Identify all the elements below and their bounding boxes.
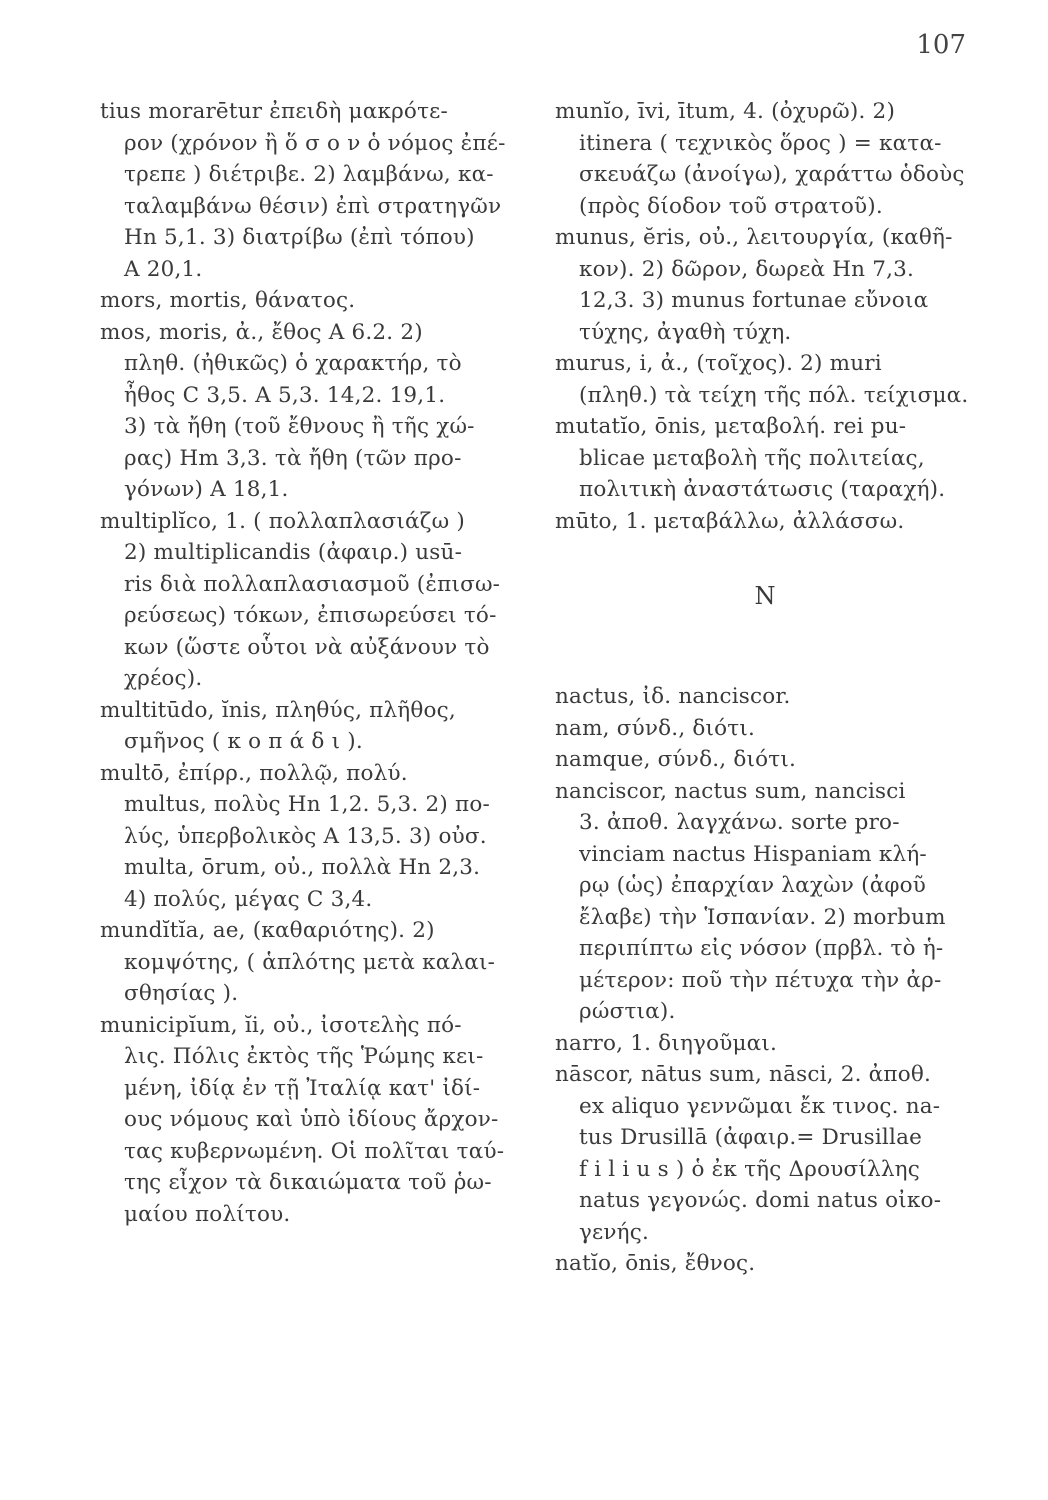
- dictionary-line: τρεπε ) διέτριβε. 2) λαμβάνω, κα-: [124, 162, 494, 187]
- dictionary-line: ρον (χρόνον ἢ ὅ σ ο ν ὁ νόμος ἐπέ-: [124, 130, 506, 156]
- dictionary-line: 3. ἀποθ. λαγχάνω. sorte pro-: [579, 810, 900, 835]
- dictionary-line: ρῳ (ὡς) ἐπαρχίαν λαχὼν (ἀφοῦ: [579, 873, 927, 898]
- dictionary-line: nam, σύνδ., διότι.: [555, 715, 756, 741]
- dictionary-line: κον). 2) δῶρον, δωρεὰ Hn 7,3.: [579, 256, 915, 282]
- dictionary-line: πληθ. (ἠθικῶς) ὁ χαρακτήρ, τὸ: [124, 351, 462, 376]
- dictionary-line: munĭo, īvi, ītum, 4. (ὀχυρῶ). 2): [555, 99, 896, 124]
- dictionary-line: (πρὸς δίοδον τοῦ στρατοῦ).: [579, 193, 883, 219]
- dictionary-line: mundĭtĭa, ae, (καθαριότης). 2): [100, 918, 435, 943]
- dictionary-line: ταλαμβάνω θέσιν) ἐπὶ στρατηγῶν: [124, 193, 502, 219]
- dictionary-line: multus, πολὺς Hn 1,2. 5,3. 2) πο-: [124, 792, 490, 817]
- dictionary-line: 3) τὰ ἤθη (τοῦ ἔθνους ἢ τῆς χώ-: [124, 414, 475, 439]
- dictionary-line: χρέος).: [124, 666, 203, 691]
- dictionary-line: murus, i, ἀ., (τοῖχος). 2) muri: [555, 351, 882, 376]
- dictionary-line: γόνων) A 18,1.: [124, 477, 289, 502]
- dictionary-line: τύχης, ἀγαθὴ τύχη.: [579, 319, 792, 345]
- dictionary-line: blicae μεταβολὴ τῆς πολιτείας,: [579, 445, 925, 471]
- dictionary-line: ρεύσεως) τόκων, ἐπισωρεύσει τό-: [124, 603, 497, 628]
- dictionary-line: ἔλαβε) τὴν Ἱσπανίαν. 2) morbum: [579, 904, 946, 930]
- dictionary-line: τας κυβερνωμένη. Οἱ πολῖται ταύ-: [124, 1138, 505, 1164]
- dictionary-line: μαίου πολίτου.: [124, 1201, 291, 1227]
- dictionary-line: ex aliquo γεννῶμαι ἔκ τινος. na-: [579, 1093, 941, 1119]
- dictionary-line: mors, mortis, θάνατος.: [100, 288, 356, 313]
- section-letter-heading: N: [754, 582, 776, 610]
- dictionary-line: tius morarētur ἐπειδὴ μακρότε-: [100, 99, 448, 124]
- dictionary-line: (πληθ.) τὰ τείχη τῆς πόλ. τείχισμα.: [579, 382, 969, 408]
- dictionary-line: κομψότης, ( ἁπλότης μετὰ καλαι-: [124, 949, 496, 975]
- dictionary-line: Hn 5,1. 3) διατρίβω (ἐπὶ τόπου): [124, 225, 475, 250]
- dictionary-line: narro, 1. διηγοῦμαι.: [555, 1030, 778, 1056]
- dictionary-line: ρώστια).: [579, 999, 676, 1024]
- dictionary-line: 2) multiplicandis (ἀφαιρ.) usū-: [124, 540, 463, 565]
- dictionary-line: multa, ōrum, οὐ., πολλὰ Hn 2,3.: [124, 855, 481, 880]
- page-number: 107: [916, 30, 966, 60]
- dictionary-line: ἦθος C 3,5. A 5,3. 14,2. 19,1.: [124, 382, 446, 408]
- dictionary-line: itinera ( τεχνικὸς ὅρος ) = κατα-: [579, 130, 942, 156]
- dictionary-line: munus, ĕris, οὐ., λειτουργία, (καθῆ-: [555, 225, 953, 250]
- right-column: [555, 96, 975, 1280]
- dictionary-line: mūto, 1. μεταβάλλω, ἀλλάσσω.: [555, 508, 905, 534]
- dictionary-line: λις. Πόλις ἐκτὸς τῆς Ῥώμης κει-: [124, 1044, 484, 1069]
- dictionary-line: σκευάζω (ἀνοίγω), χαράττω ὁδοὺς: [579, 162, 965, 187]
- dictionary-line: multō, ἐπίρρ., πολλῷ, πολύ.: [100, 760, 408, 786]
- dictionary-line: vinciam nactus Hispaniam κλή-: [579, 841, 927, 867]
- dictionary-line: nāscor, nātus sum, nāsci, 2. ἀποθ.: [555, 1062, 932, 1087]
- dictionary-line: μέτερον: ποῦ τὴν πέτυχα τὴν ἀρ-: [579, 967, 942, 993]
- dictionary-line: 12,3. 3) munus fortunae εὔνοια: [579, 288, 929, 313]
- dictionary-line: 4) πολύς, μέγας C 3,4.: [124, 886, 373, 912]
- dictionary-line: nactus, ἰδ. nanciscor.: [555, 684, 791, 709]
- dictionary-line: namque, σύνδ., διότι.: [555, 747, 796, 772]
- dictionary-line: γενής.: [579, 1219, 650, 1245]
- dictionary-line: mutatĭo, ōnis, μεταβολή. rei pu-: [555, 414, 907, 439]
- dictionary-line: σθησίας ).: [124, 981, 239, 1006]
- dictionary-line: multitūdo, ĭnis, πληθύς, πλῆθος,: [100, 697, 456, 723]
- dictionary-line: μένη, ἰδίᾳ ἐν τῇ Ἰταλίᾳ κατ' ἰδί-: [124, 1075, 481, 1101]
- dictionary-line: ους νόμους καὶ ὑπὸ ἰδίους ἄρχον-: [124, 1107, 499, 1132]
- dictionary-line: ρας) Hm 3,3. τὰ ἤθη (τῶν προ-: [124, 445, 462, 471]
- dictionary-line: multiplĭco, 1. ( πολλαπλασιάζω ): [100, 508, 465, 534]
- dictionary-line: f i l i u s ) ὁ ἐκ τῆς Δρουσίλλης: [579, 1156, 920, 1182]
- dictionary-line: mos, moris, ἀ., ἔθος A 6.2. 2): [100, 319, 423, 345]
- left-column: [100, 96, 518, 1230]
- right-column-bottom-entries: [555, 681, 975, 1280]
- dictionary-line: ris διὰ πολλαπλασιασμοῦ (ἐπισω-: [124, 571, 501, 597]
- dictionary-line: natĭo, ōnis, ἔθνος.: [555, 1251, 756, 1276]
- dictionary-line: λύς, ὑπερβολικὸς A 13,5. 3) οὐσ.: [124, 823, 487, 849]
- dictionary-line: nanciscor, nactus sum, nancisci: [555, 778, 906, 804]
- dictionary-line: κων (ὥστε οὗτοι νὰ αὐξάνουν τὸ: [124, 634, 490, 660]
- dictionary-line: πολιτικὴ ἀναστάτωσις (ταραχή).: [579, 477, 946, 502]
- dictionary-line: municipĭum, ĭi, οὐ., ἰσοτελὴς πό-: [100, 1012, 462, 1038]
- right-column-top-entries: [555, 96, 975, 537]
- dictionary-line: της εἶχον τὰ δικαιώματα τοῦ ῥω-: [124, 1170, 492, 1195]
- dictionary-line: περιπίπτω εἰς νόσον (πρβλ. τὸ ἡ-: [579, 936, 944, 961]
- dictionary-line: tus Drusillā (ἀφαιρ.= Drusillae: [579, 1125, 923, 1150]
- dictionary-line: σμῆνος ( κ ο π ά δ ι ).: [124, 729, 363, 754]
- dictionary-line: A 20,1.: [124, 256, 203, 282]
- dictionary-line: natus γεγονώς. domi natus οἰκο-: [579, 1188, 942, 1213]
